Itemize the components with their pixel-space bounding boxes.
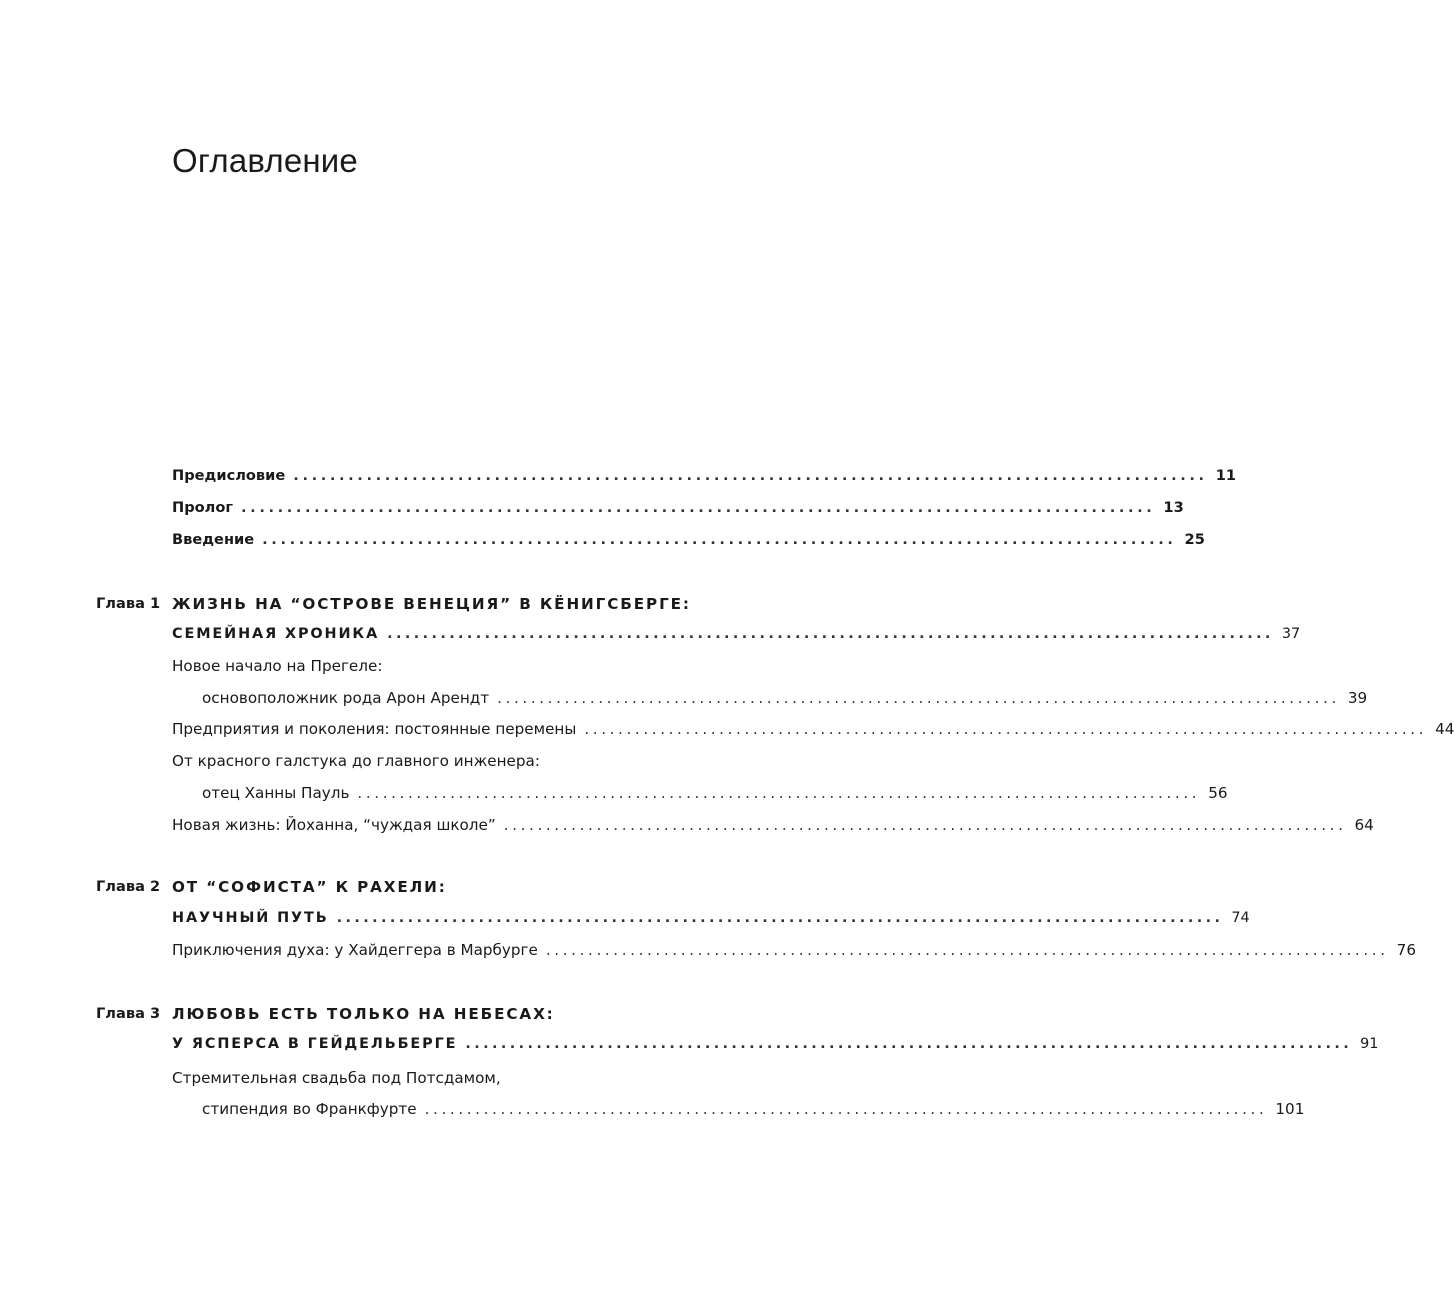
dot-leader: .................................................................................................... (241, 499, 1156, 516)
toc-section-entry[interactable] (202, 781, 1228, 805)
toc-page-number: 76 (1396, 941, 1416, 959)
dot-leader: .................................................................................................... (293, 467, 1208, 484)
dot-leader: .................................................................................................... (262, 531, 1177, 548)
chapter-3-number: Глава 3 (96, 1005, 161, 1022)
toc-section-line[interactable]: Стремительная свадьба под Потсдамом, (172, 1069, 501, 1087)
chapter-1-title[interactable]: ЖИЗНЬ НА “ОСТРОВЕ ВЕНЕЦИЯ” В КЁНИГСБЕРГЕ: (172, 595, 691, 613)
toc-page-number: 37 (1281, 626, 1301, 642)
chapter-2-title[interactable]: ОТ “СОФИСТА” К РАХЕЛИ: (172, 878, 447, 896)
toc-entry-prologue[interactable] (172, 496, 1184, 520)
toc-entry-label: НАУЧНЫЙ ПУТЬ (172, 910, 329, 926)
toc-entry-label: У ЯСПЕРСА В ГЕЙДЕЛЬБЕРГЕ (172, 1036, 458, 1052)
toc-page-number: 64 (1354, 816, 1374, 834)
toc-page-number: 13 (1163, 499, 1184, 516)
toc-section-entry[interactable] (172, 938, 1416, 962)
toc-entry-label: Приключения духа: у Хайдеггера в Марбурге (172, 941, 538, 959)
toc-entry-label: отец Ханны Пауль (202, 784, 350, 802)
dot-leader: .................................................................................................... (387, 626, 1274, 642)
chapter-1-title-entry[interactable] (172, 622, 1301, 646)
chapter-1-number: Глава 1 (96, 595, 161, 612)
dot-leader: .................................................................................................... (497, 689, 1340, 707)
dot-leader: .................................................................................................... (584, 720, 1428, 738)
chapter-2-title-entry[interactable] (172, 906, 1250, 930)
toc-section-entry[interactable] (172, 813, 1374, 837)
dot-leader: .................................................................................................... (503, 816, 1347, 834)
toc-section-entry[interactable] (202, 1097, 1305, 1121)
toc-page-number: 25 (1184, 531, 1205, 548)
chapter-2-number: Глава 2 (96, 878, 161, 895)
dot-leader: .................................................................................................... (357, 784, 1201, 802)
dot-leader: .................................................................................................... (336, 910, 1224, 926)
toc-section-line[interactable]: От красного галстука до главного инженера: (172, 752, 540, 770)
toc-page-number: 91 (1360, 1036, 1379, 1052)
page-title: Оглавление (172, 142, 358, 179)
toc-entry-introduction[interactable] (172, 528, 1205, 552)
toc-entry-label: Введение (172, 531, 255, 548)
dot-leader: .................................................................................................... (545, 941, 1389, 959)
toc-entry-label: стипендия во Франкфурте (202, 1100, 417, 1118)
toc-page-number: 11 (1215, 467, 1236, 484)
toc-entry-label: основоположник рода Арон Арендт (202, 689, 490, 707)
toc-page-number: 56 (1208, 784, 1228, 802)
toc-entry-label: СЕМЕЙНАЯ ХРОНИКА (172, 626, 380, 642)
dot-leader: .................................................................................................... (465, 1036, 1353, 1052)
toc-page-number: 74 (1231, 910, 1250, 926)
toc-page-number: 39 (1347, 689, 1368, 707)
chapter-3-title[interactable]: ЛЮБОВЬ ЕСТЬ ТОЛЬКО НА НЕБЕСАХ: (172, 1005, 555, 1023)
toc-entry-label: Пролог (172, 499, 234, 516)
toc-section-entry[interactable] (172, 717, 1454, 741)
chapter-3-title-entry[interactable] (172, 1032, 1379, 1056)
toc-section-line[interactable]: Новое начало на Прегеле: (172, 657, 383, 675)
toc-page-number: 101 (1275, 1100, 1305, 1118)
toc-entry-label: Новая жизнь: Йоханна, “чуждая школе” (172, 816, 496, 834)
toc-entry-preface[interactable] (172, 464, 1236, 488)
toc-entry-label: Предприятия и поколения: постоянные перемены (172, 720, 577, 738)
toc-entry-label: Предисловие (172, 467, 286, 484)
toc-section-entry[interactable] (202, 686, 1368, 710)
dot-leader: .................................................................................................... (424, 1100, 1268, 1118)
toc-page-number: 44 (1435, 720, 1454, 738)
